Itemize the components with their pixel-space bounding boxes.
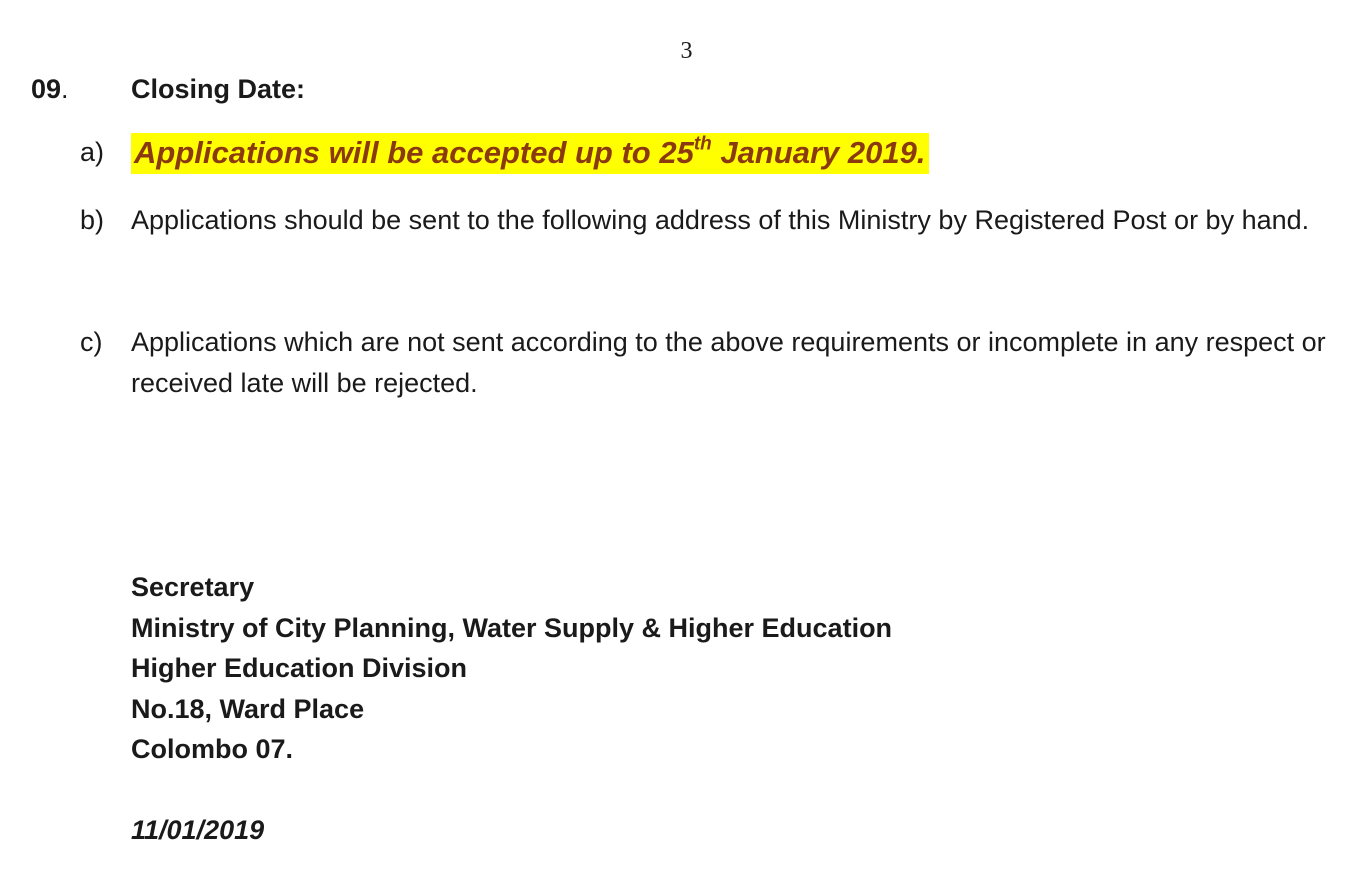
item-c-text: Applications which are not sent according to the above requirements or incomplete in any respect or received late will be rejected. — [131, 327, 1326, 398]
closing-date-text-start: Applications will be accepted up to 25 — [134, 135, 694, 170]
item-b-text: Applications should be sent to the following address of this Ministry by Registered Post or by hand. — [131, 205, 1310, 235]
item-a-marker: a) — [80, 137, 105, 167]
section-number-value: 09 — [31, 74, 62, 104]
item-c-marker: c) — [80, 327, 103, 357]
page-number: 3 — [680, 38, 693, 64]
closing-date-highlight — [131, 133, 929, 174]
section-number-suffix: . — [61, 74, 69, 104]
address-line-ministry: Ministry of City Planning, Water Supply & Higher Education — [131, 612, 893, 643]
item-b-marker: b) — [80, 205, 105, 235]
document-date: 11/01/2019 — [131, 815, 265, 845]
address-line-title: Secretary — [131, 572, 255, 602]
closing-date-superscript: th — [693, 133, 712, 155]
address-block — [131, 567, 892, 770]
section-title: Closing Date: — [131, 74, 306, 104]
address-line-street: No.18, Ward Place — [131, 693, 365, 724]
address-line-division: Higher Education Division — [131, 653, 468, 683]
closing-date-text-end: January 2019. — [711, 135, 926, 170]
section-number — [31, 72, 69, 106]
address-line-city: Colombo 07. — [131, 734, 294, 764]
item-a-text — [131, 132, 1336, 175]
